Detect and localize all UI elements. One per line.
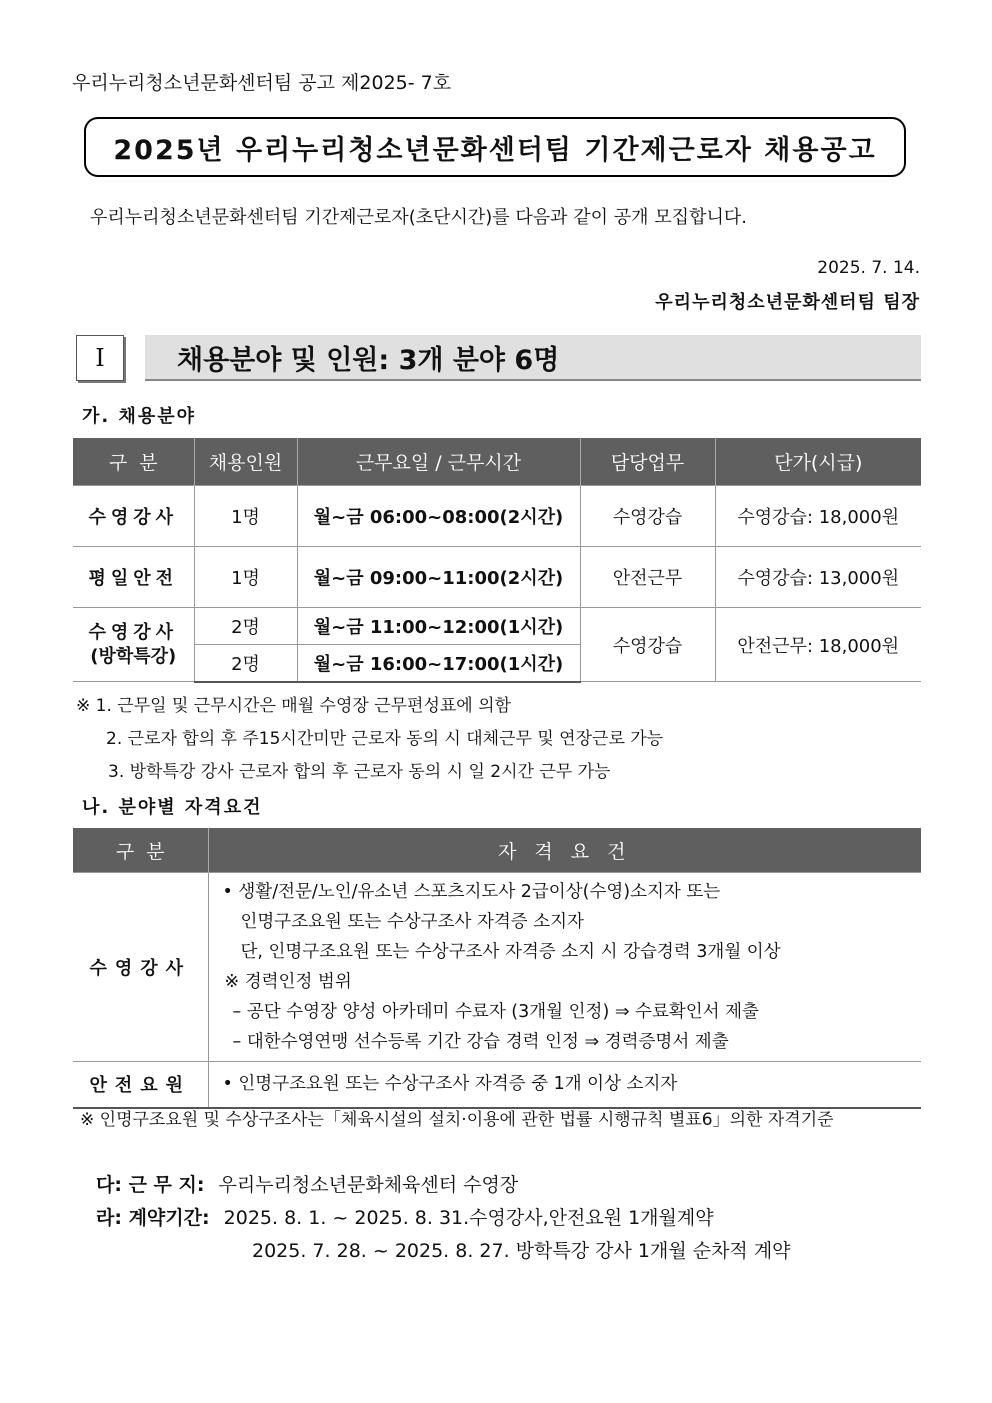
contract-period-label: 라: 계약기간: [96, 1207, 210, 1229]
schedule-cell: 월~금 06:00~08:00(2시간) [297, 486, 580, 547]
intro-text: 우리누리청소년문화센터팀 기간제근로자(초단시간)를 다음과 같이 공개 모집합니다. [90, 207, 747, 228]
contract-period-line1: 2025. 8. 1. ~ 2025. 8. 31.수영강사,안전요원 1개월계약 [223, 1207, 714, 1229]
requirement-line: – 공단 수영장 양성 아카데미 수료자 (3개월 인정) ⇒ 수료확인서 제출 [232, 1002, 759, 1022]
notice-date: 2025. 7. 14. [817, 258, 920, 278]
table-row [73, 1062, 921, 1108]
col-header: 자 격 요 건 [208, 828, 921, 873]
table-header-row [73, 438, 921, 486]
category-cell: 수영강사 [73, 486, 194, 547]
work-place [96, 1170, 518, 1197]
section-title: 채용분야 및 인원: 3개 분야 6명 [145, 335, 921, 381]
category-cell: 수영강사 [73, 873, 208, 1062]
work-place-label: 다: 근 무 지: [96, 1174, 205, 1196]
count-cell: 1명 [194, 486, 297, 547]
recruit-heading: 가. 채용분야 [82, 406, 197, 427]
category-sub: (방학특강) [90, 645, 177, 667]
requirement-line: • 생활/전문/노인/유소년 스포츠지도사 2급이상(수영)소지자 또는 [222, 882, 721, 902]
count-cell: 2명 [194, 608, 297, 645]
work-place-value: 우리누리청소년문화체육센터 수영장 [218, 1174, 519, 1196]
note-line: 2. 근로자 합의 후 주15시간미만 근로자 동의 시 대체근무 및 연장근로 가능 [106, 729, 664, 749]
schedule-cell: 월~금 11:00~12:00(1시간) [297, 608, 580, 645]
table-header-row [73, 828, 921, 873]
note-line: ※ 1. 근무일 및 근무시간은 매월 수영장 근무편성표에 의함 [76, 696, 511, 716]
requirement-line: 인명구조요원 또는 수상구조사 자격증 소지자 [240, 912, 584, 932]
table-row [73, 608, 921, 645]
requirement-cell: • 인명구조요원 또는 수상구조사 자격증 중 1개 이상 소지자 [208, 1062, 921, 1108]
category-cell: 안전요원 [73, 1062, 208, 1108]
duty-cell: 수영강습 [580, 486, 715, 547]
category-line: 수영강사 [88, 621, 179, 643]
count-cell: 2명 [194, 645, 297, 682]
section-number: Ⅰ [76, 335, 124, 381]
requirement-line: – 대한수영연맹 선수등록 기간 강습 경력 인정 ⇒ 경력증명서 제출 [232, 1032, 729, 1052]
table-row [73, 873, 921, 1062]
col-header: 단가(시급) [715, 438, 921, 486]
category-cell [73, 608, 194, 682]
note-line: 3. 방학특강 강사 근로자 합의 후 근로자 동의 시 일 2시간 근무 가능 [108, 762, 611, 782]
qualification-heading: 나. 분야별 자격요건 [82, 797, 263, 818]
notes [76, 690, 663, 789]
requirement-line: ※ 경력인정 범위 [224, 972, 352, 992]
schedule-cell: 월~금 16:00~17:00(1시간) [297, 645, 580, 682]
requirement-cell [208, 873, 921, 1062]
wage-cell: 수영강습: 13,000원 [715, 547, 921, 608]
contract-period-line2: 2025. 7. 28. ~ 2025. 8. 27. 방학특강 강사 1개월 순차적 계약 [252, 1240, 791, 1262]
law-note: ※ 인명구조요원 및 수상구조사는「체육시설의 설치·이용에 관한 법률 시행규칙 별표6」의한 자격기준 [80, 1110, 834, 1130]
duty-cell: 안전근무 [580, 547, 715, 608]
page-title: 2025년 우리누리청소년문화센터팀 기간제근로자 채용공고 [84, 117, 906, 177]
recruit-table [73, 438, 921, 683]
requirement-line: 단, 인명구조요원 또는 수상구조사 자격증 소지 시 강습경력 3개월 이상 [240, 942, 781, 962]
notice-number: 우리누리청소년문화센터팀 공고 제2025- 7호 [72, 72, 452, 94]
col-header: 구 분 [73, 828, 208, 873]
qualification-table [73, 828, 921, 1109]
wage-cell: 수영강습: 18,000원 [715, 486, 921, 547]
col-header: 근무요일 / 근무시간 [297, 438, 580, 486]
signer: 우리누리청소년문화센터팀 팀장 [655, 292, 920, 313]
col-header: 구 분 [73, 438, 194, 486]
col-header: 담당업무 [580, 438, 715, 486]
count-cell: 1명 [194, 547, 297, 608]
table-row [73, 547, 921, 608]
wage-cell: 안전근무: 18,000원 [715, 608, 921, 682]
schedule-cell: 월~금 09:00~11:00(2시간) [297, 547, 580, 608]
col-header: 채용인원 [194, 438, 297, 486]
duty-cell: 수영강습 [580, 608, 715, 682]
category-cell: 평일안전 [73, 547, 194, 608]
contract-period [96, 1203, 714, 1230]
table-row [73, 486, 921, 547]
